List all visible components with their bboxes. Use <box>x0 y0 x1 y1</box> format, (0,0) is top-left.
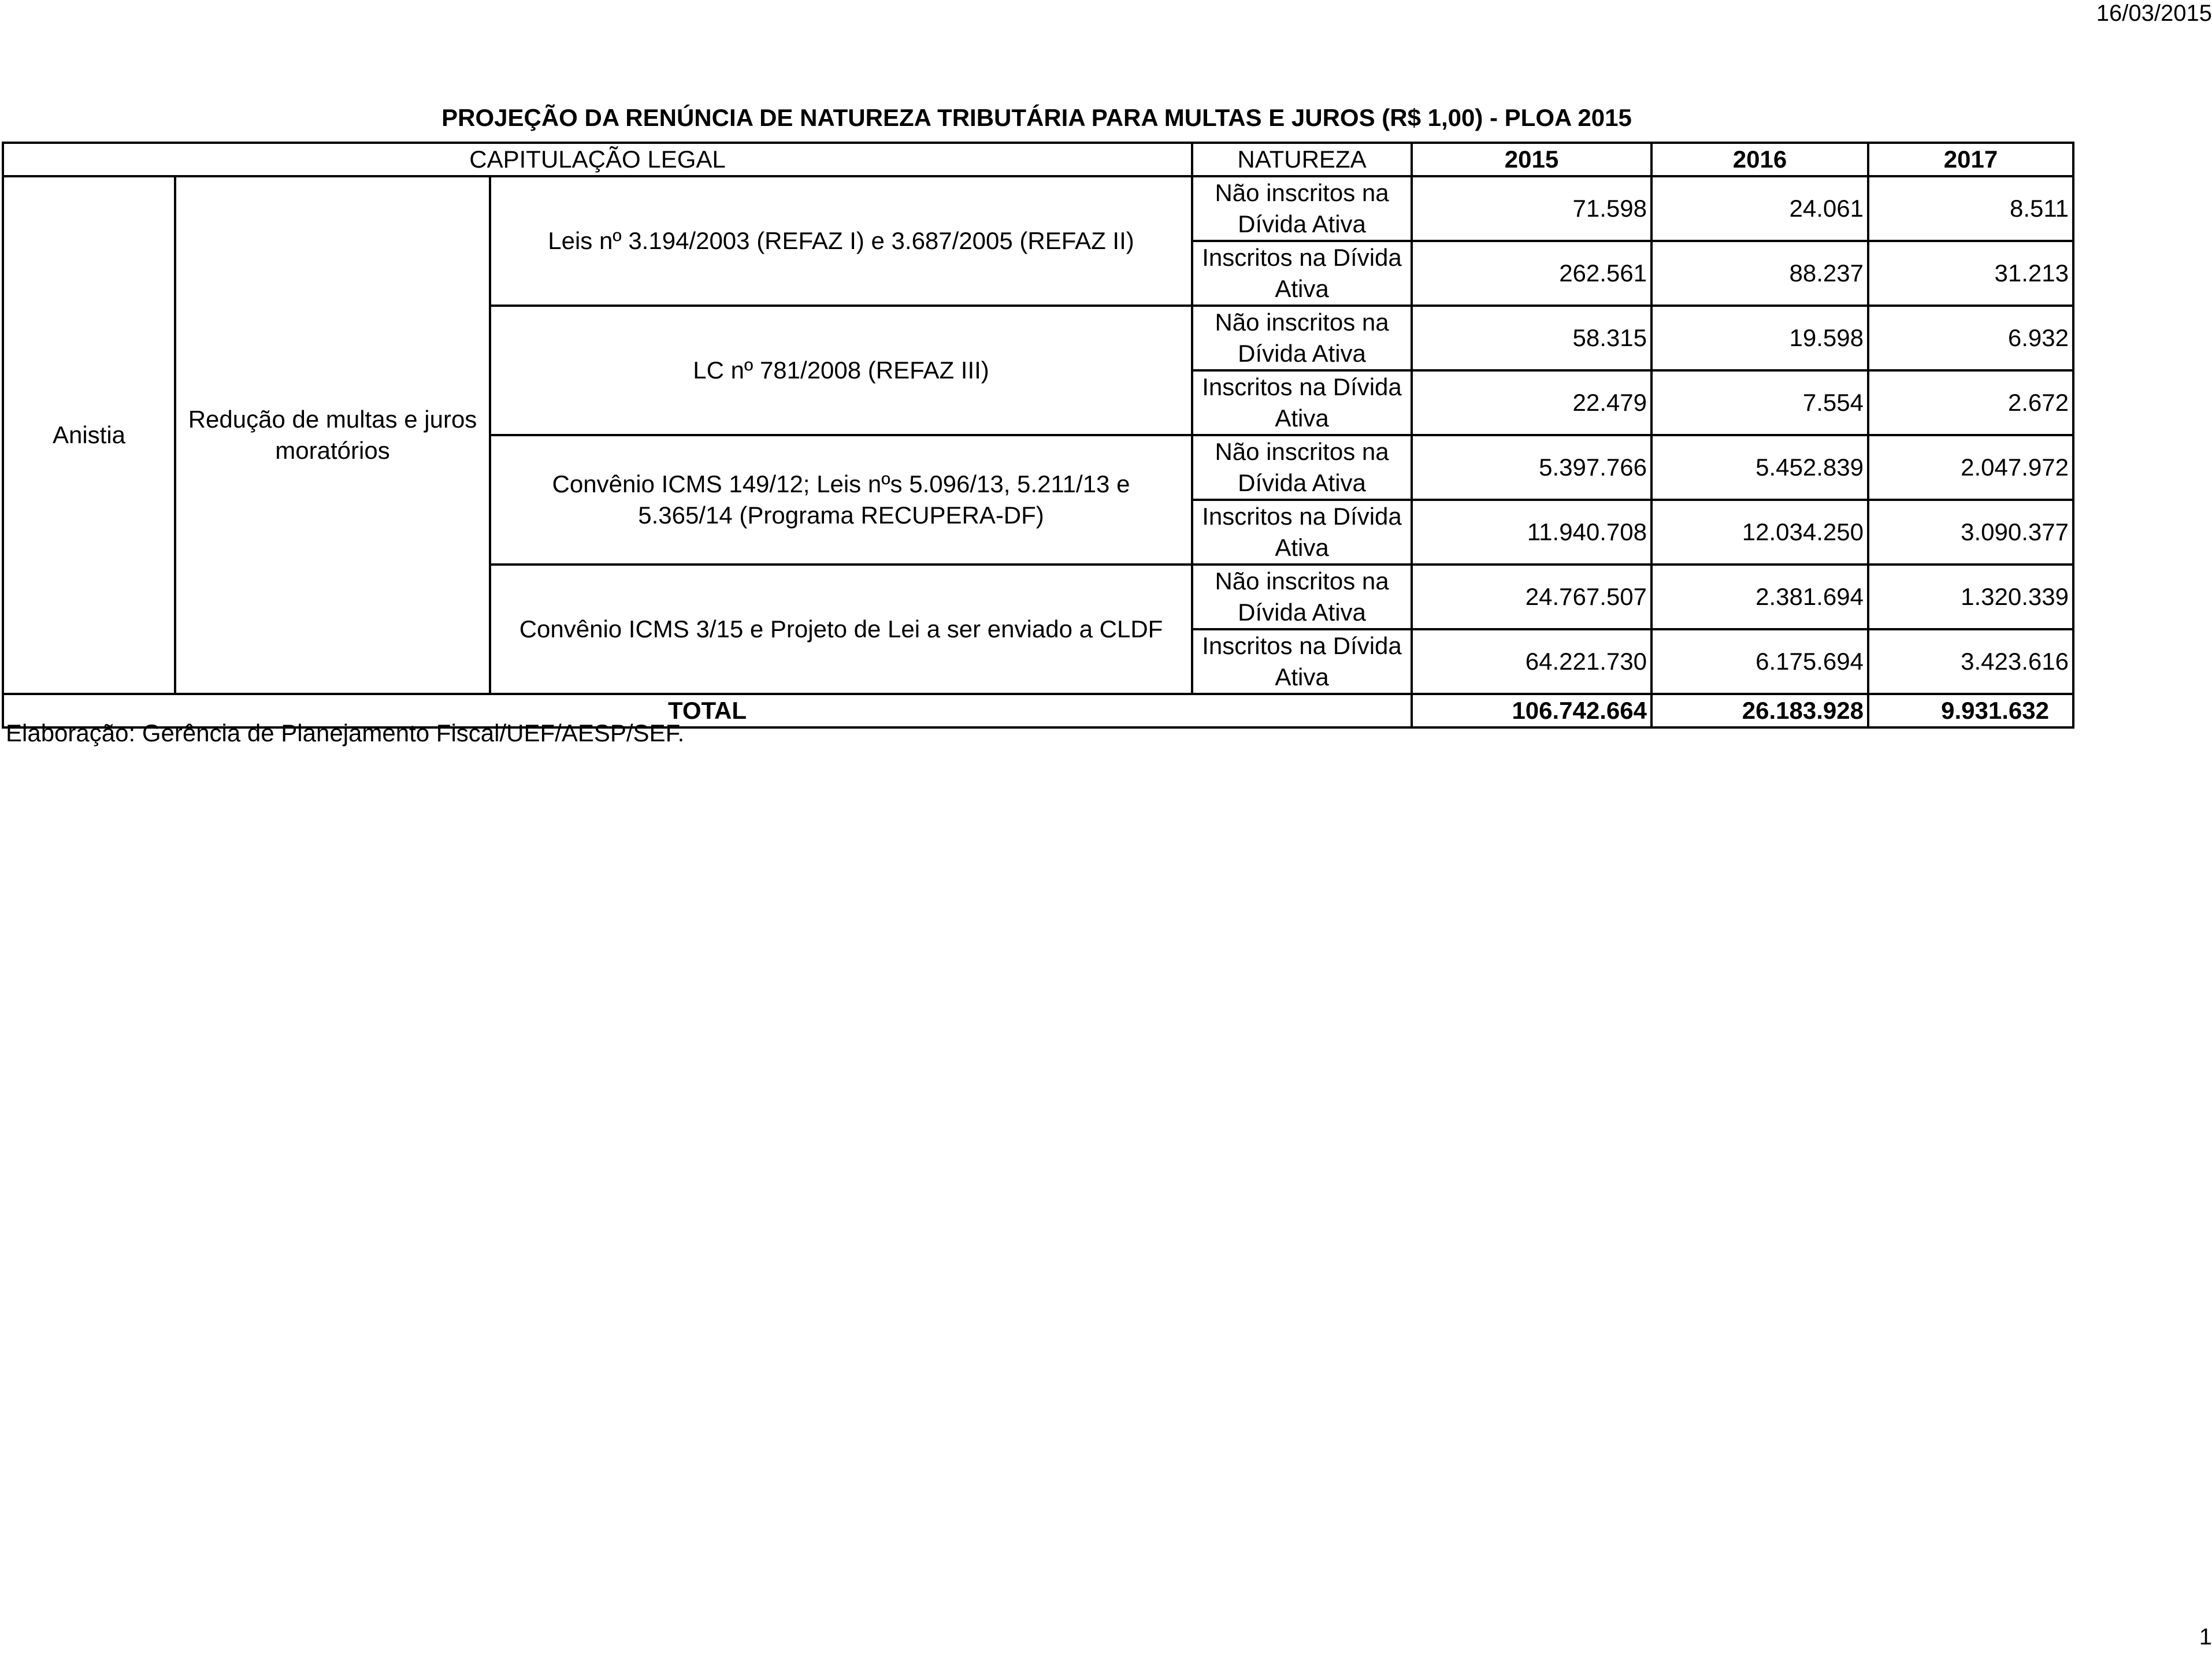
natureza-cell: Não inscritos na Dívida Ativa <box>1192 435 1412 500</box>
value-2017-cell: 6.932 <box>1868 306 2073 370</box>
modalidade-cell: Anistia <box>3 176 175 694</box>
total-2016: 26.183.928 <box>1651 694 1868 727</box>
value-2015-cell: 64.221.730 <box>1412 629 1651 694</box>
value-2015-cell: 22.479 <box>1412 370 1651 435</box>
value-2017-cell: 8.511 <box>1868 176 2073 241</box>
header-natureza: NATUREZA <box>1192 143 1412 176</box>
natureza-cell: Não inscritos na Dívida Ativa <box>1192 176 1412 241</box>
value-2016-cell: 7.554 <box>1651 370 1868 435</box>
renuncia-table <box>2 142 2074 729</box>
value-2017-cell: 3.423.616 <box>1868 629 2073 694</box>
value-2016-cell: 12.034.250 <box>1651 500 1868 565</box>
natureza-cell: Inscritos na Dívida Ativa <box>1192 500 1412 565</box>
header-2015: 2015 <box>1412 143 1651 176</box>
print-date: 16/03/2015 <box>2096 1 2212 26</box>
value-2015-cell: 71.598 <box>1412 176 1651 241</box>
header-capitulacao: CAPITULAÇÃO LEGAL <box>3 143 1192 176</box>
table-header-row <box>3 143 2073 176</box>
total-2017: 9.931.632 <box>1868 694 2073 727</box>
page-number: 1 <box>2199 1624 2212 1650</box>
value-2016-cell: 24.061 <box>1651 176 1868 241</box>
value-2017-cell: 2.672 <box>1868 370 2073 435</box>
natureza-cell: Inscritos na Dívida Ativa <box>1192 370 1412 435</box>
value-2016-cell: 88.237 <box>1651 241 1868 306</box>
value-2015-cell: 5.397.766 <box>1412 435 1651 500</box>
value-2015-cell: 11.940.708 <box>1412 500 1651 565</box>
table-row <box>3 176 2073 241</box>
value-2015-cell: 262.561 <box>1412 241 1651 306</box>
natureza-cell: Inscritos na Dívida Ativa <box>1192 241 1412 306</box>
value-2016-cell: 2.381.694 <box>1651 565 1868 629</box>
value-2015-cell: 58.315 <box>1412 306 1651 370</box>
total-label: TOTAL <box>3 694 1412 727</box>
value-2017-cell: 31.213 <box>1868 241 2073 306</box>
tipo-cell: Redução de multas e juros moratórios <box>175 176 490 694</box>
value-2017-cell: 2.047.972 <box>1868 435 2073 500</box>
natureza-cell: Inscritos na Dívida Ativa <box>1192 629 1412 694</box>
header-2016: 2016 <box>1651 143 1868 176</box>
value-2016-cell: 6.175.694 <box>1651 629 1868 694</box>
value-2016-cell: 5.452.839 <box>1651 435 1868 500</box>
page-title: PROJEÇÃO DA RENÚNCIA DE NATUREZA TRIBUTÁRIA PARA MULTAS E JUROS (R$ 1,00) - PLOA 2015 <box>441 104 1632 131</box>
header-2017: 2017 <box>1868 143 2073 176</box>
value-2017-cell: 1.320.339 <box>1868 565 2073 629</box>
value-2017-cell: 3.090.377 <box>1868 500 2073 565</box>
value-2016-cell: 19.598 <box>1651 306 1868 370</box>
law-cell: LC nº 781/2008 (REFAZ III) <box>490 306 1192 435</box>
source-note: Elaboração: Gerência de Planejamento Fiscal/UEF/AESP/SEF. <box>6 719 685 747</box>
law-cell: Leis nº 3.194/2003 (REFAZ I) e 3.687/2005 (REFAZ II) <box>490 176 1192 306</box>
natureza-cell: Não inscritos na Dívida Ativa <box>1192 306 1412 370</box>
value-2015-cell: 24.767.507 <box>1412 565 1651 629</box>
law-cell: Convênio ICMS 149/12; Leis nºs 5.096/13, 5.211/13 e 5.365/14 (Programa RECUPERA-DF) <box>490 435 1192 565</box>
total-2015: 106.742.664 <box>1412 694 1651 727</box>
natureza-cell: Não inscritos na Dívida Ativa <box>1192 565 1412 629</box>
law-cell: Convênio ICMS 3/15 e Projeto de Lei a ser enviado a CLDF <box>490 565 1192 694</box>
